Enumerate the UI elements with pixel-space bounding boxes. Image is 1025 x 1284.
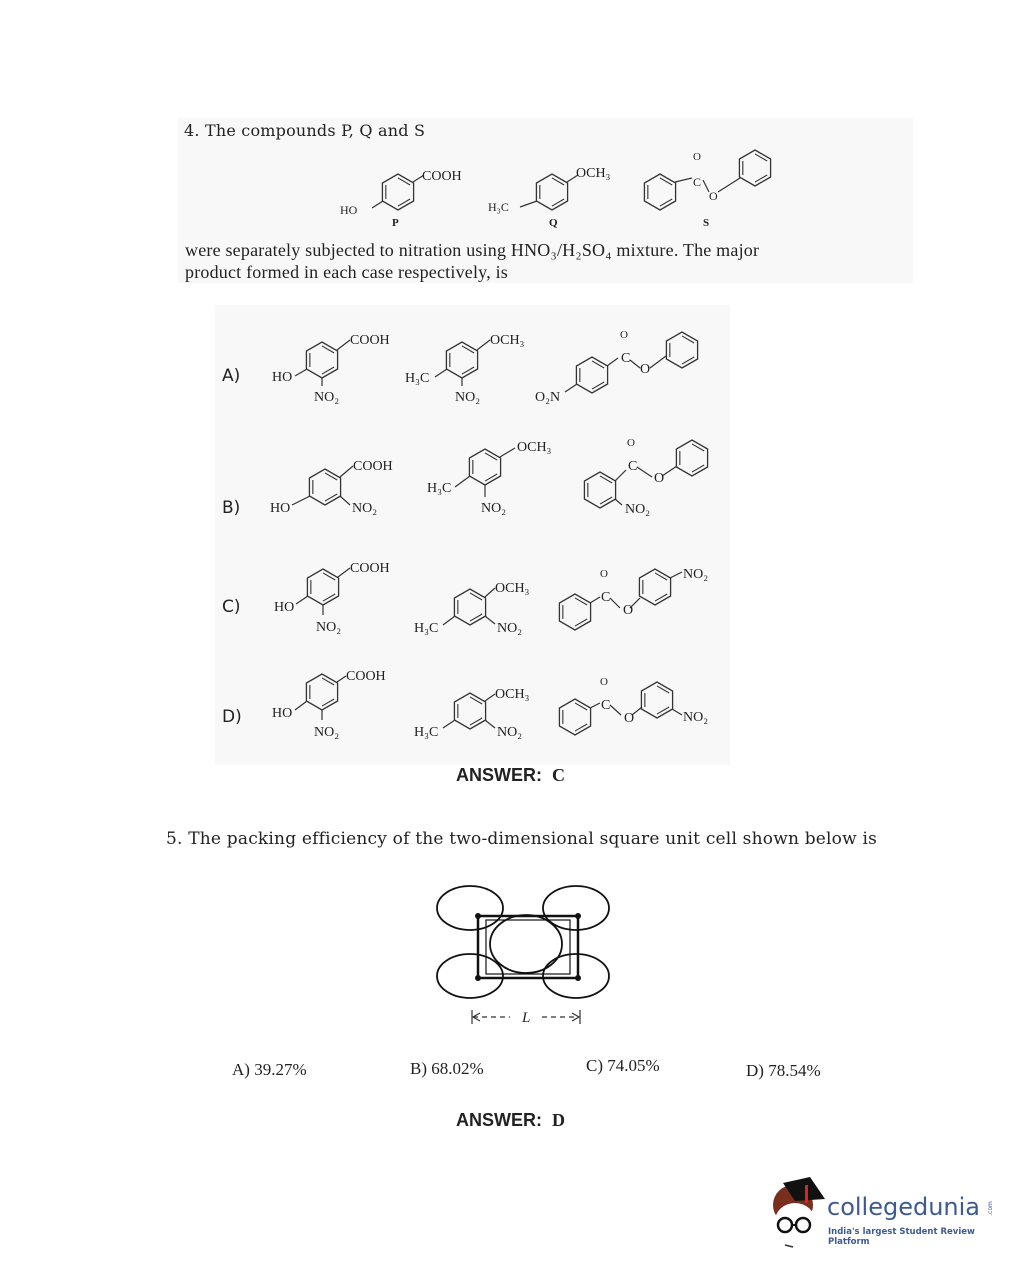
double-bond [325,473,337,480]
double-bond [575,598,587,605]
bond [520,201,537,207]
label-h3c: H₃C [414,725,439,740]
label-ho: HO [272,706,293,721]
bond [292,496,310,505]
bond [500,448,515,457]
bond [340,496,350,505]
bond [372,201,383,208]
label-o: O [600,568,608,580]
double-bond [485,453,497,460]
label-och3: OCH₃ [490,333,525,348]
benzene-ring [639,569,670,605]
label-no2: NO₂ [314,390,340,405]
answer-value: C [552,765,566,785]
benzene-ring [584,472,615,508]
benzene-ring [446,342,477,378]
benzene-ring [382,174,413,210]
compound-q-label: Q [549,217,558,229]
label-no2: NO₂ [497,725,523,740]
label-ho: HO [340,203,358,217]
label-h3c: H₃C [427,481,452,496]
bond [443,720,455,728]
bond [672,709,682,715]
label-c: C [601,590,611,605]
benzene-ring [576,357,607,393]
bond [630,360,640,368]
bond [637,467,652,477]
label-cooh: COOH [350,333,390,348]
label-cooh: COOH [346,669,386,684]
mascot-icon [765,1175,827,1250]
benzene-ring [309,469,340,505]
double-bond [398,178,410,185]
answer-value: D [552,1110,566,1130]
double-bond [692,444,704,451]
q4-stem-continued-2: product formed in each case respectively, is [185,262,509,282]
label-no2: NO₂ [481,501,507,516]
double-bond [592,382,604,389]
q5-option-c: C) 74.05% [586,1056,660,1075]
double-bond [600,476,612,483]
answer-label: ANSWER: [456,765,542,785]
q4-stem: 4. The compounds P, Q and S [184,121,426,140]
label-cooh: COOH [353,459,393,474]
bond [295,701,307,710]
q5-option-d: D) 78.54% [746,1061,821,1080]
bond [662,466,677,476]
bond [337,340,350,350]
double-bond [655,573,667,580]
label-o: O [623,603,634,618]
option-c-label: C) [222,597,241,617]
q5-option-a: A) 39.27% [232,1060,307,1079]
double-bond [575,724,587,731]
double-bond [657,707,669,714]
double-bond [462,367,474,374]
double-bond [322,699,334,706]
label-o: O [624,711,635,726]
benzene-ring [307,569,338,605]
bond [670,572,682,578]
logo-tagline: India's largest Student Review Platform [828,1227,975,1247]
bond [607,358,618,366]
bond [443,616,455,625]
bond [337,676,346,682]
logo-suffix: .com [986,1201,994,1216]
q4-stem-continued-1: were separately subjected to nitration using HNO₃/H₂SO₄ mixture. The major [185,240,760,260]
bond [485,588,495,597]
compound-p-label: P [392,217,399,229]
double-bond [323,594,335,601]
double-bond [462,346,474,353]
square-unit-cell-diagram [430,880,630,1030]
bond [718,178,740,192]
label-no2: NO₂ [497,621,523,636]
collegedunia-logo [765,1175,1000,1255]
bond [615,470,626,481]
benzene-ring [666,332,697,368]
label-ho: HO [272,370,293,385]
double-bond [660,199,672,206]
label-o: O [654,471,665,486]
double-bond [552,178,564,185]
option-a-label: A) [222,366,241,386]
benzene-ring [306,342,337,378]
bond [485,720,495,728]
label-no2: NO₂ [316,620,342,635]
q5-option-b: B) 68.02% [410,1059,484,1078]
label-o: O [640,362,651,377]
label-h3c: H₃C [405,371,430,386]
double-bond [552,199,564,206]
label-o2n: O₂N [535,390,561,405]
benzene-ring [454,693,485,729]
double-bond [755,175,767,182]
benzene-ring [739,150,770,186]
double-bond [660,178,672,185]
q5-stem: 5. The packing efficiency of the two-dimensional square unit cell shown below is [166,829,878,849]
double-bond [470,697,482,704]
dimension-label: L [522,1010,531,1026]
double-bond [322,678,334,685]
bond [610,705,621,715]
double-bond [575,703,587,710]
bond [455,476,470,487]
bond [485,694,495,701]
compound-s-label: S [703,217,710,229]
label-c: C [621,351,631,366]
label-no2: NO₂ [455,390,481,405]
bond [435,369,447,377]
bond [338,568,350,577]
double-bond [575,619,587,626]
benzene-ring [454,589,485,625]
benzene-ring [559,699,590,735]
label-c: C [628,459,638,474]
double-bond [655,594,667,601]
option-d-label: D) [222,707,242,727]
bond [485,616,495,624]
double-bond [398,199,410,206]
double-bond [657,686,669,693]
label-h3c: H₃C [488,200,509,214]
double-bond [600,497,612,504]
label-ho: HO [274,600,295,615]
label-o: O [620,329,628,341]
benzene-ring [676,440,707,476]
label-och3: OCH₃ [576,166,611,181]
label-c: C [693,175,702,189]
double-bond [470,718,482,725]
label-cooh: COOH [422,169,462,184]
double-bond [755,154,767,161]
benzene-ring [644,174,675,210]
label-no2: NO₂ [683,710,709,725]
label-cooh: COOH [350,561,390,576]
double-bond [322,346,334,353]
benzene-ring [536,174,567,210]
label-ho: HO [270,501,291,516]
logo-name: collegedunia [827,1193,981,1221]
label-o: O [693,151,701,163]
bond [295,369,307,376]
label-o: O [627,437,635,449]
label-och3: OCH₃ [517,440,552,455]
double-bond [323,573,335,580]
double-bond [592,361,604,368]
label-h3c: H₃C [414,621,439,636]
bond [565,384,577,392]
label-och3: OCH₃ [495,581,530,596]
double-bond [692,465,704,472]
bond [590,597,600,603]
benzene-ring [559,594,590,630]
bond [675,178,692,182]
double-bond [470,614,482,621]
label-o: O [709,189,718,203]
double-bond [682,357,694,364]
double-bond [322,367,334,374]
label-no2: NO₂ [352,501,378,516]
bond [340,466,353,477]
label-och3: OCH₃ [495,687,530,702]
q5-answer [456,1110,565,1131]
bond [615,499,622,505]
double-bond [485,474,497,481]
benzene-ring [306,674,337,710]
answer-label: ANSWER: [456,1110,542,1130]
q4-answer [456,765,565,786]
label-o: O [600,676,608,688]
bond [650,356,666,368]
label-c: C [601,698,611,713]
label-no2: NO₂ [683,567,709,582]
bond [296,596,308,604]
double-bond [470,593,482,600]
double-bond [682,336,694,343]
bond [590,703,600,708]
double-bond [325,494,337,501]
label-no2: NO₂ [625,502,651,517]
bond [477,340,490,350]
label-no2: NO₂ [314,725,340,740]
benzene-ring [641,682,672,718]
bond [610,598,620,608]
benzene-ring [469,449,500,485]
option-b-label: B) [222,498,241,518]
